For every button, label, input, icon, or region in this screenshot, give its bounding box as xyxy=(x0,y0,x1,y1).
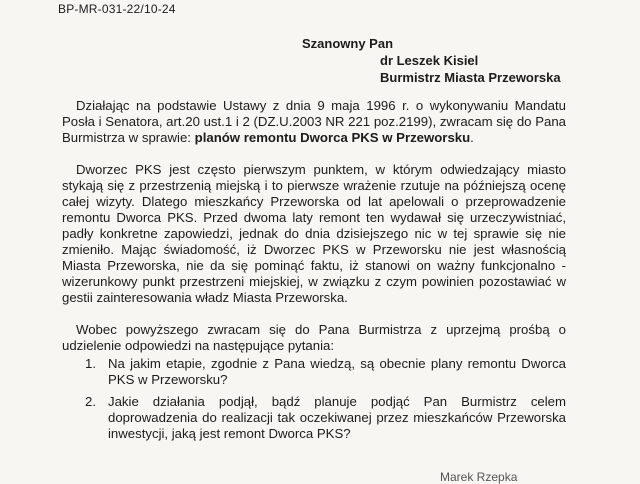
request-paragraph: Wobec powyższego zwracam się do Pana Burmistrza z uprzejmą prośbą o udzielenie odpowiedzi na następujące pytania: xyxy=(62,322,566,353)
question-text: Jakie działania podjął, bądź planuje podjąć Pan Burmistrz celem doprowadzenia do realizacji tak oczekiwanej przez mieszkańców Przeworska inwestycji, jaką jest remont Dworca PKS? xyxy=(108,394,566,441)
recipient-title: Burmistrz Miasta Przeworska xyxy=(380,70,561,85)
question-text: Na jakim etapie, zgodnie z Pana wiedzą, są obecnie plany remontu Dworca PKS w Przeworsku? xyxy=(108,356,566,387)
intro-end: . xyxy=(470,130,474,145)
recipient-block xyxy=(302,35,561,86)
intro-text: Działając na podstawie Ustawy z dnia 9 maja 1996 r. o wykonywaniu Mandatu Posła i Senatora, art.20 ust.1 i 2 (DZ.U.2003 NR 221 poz.2199), zwracam się do Pana Burmistrza w sprawie: xyxy=(62,98,566,145)
salutation: Szanowny Pan xyxy=(302,36,394,51)
intro-paragraph xyxy=(62,98,566,146)
questions-list xyxy=(62,356,566,448)
question-item xyxy=(62,394,566,442)
intro-topic: planów remontu Dworca PKS w Przeworsku xyxy=(194,130,471,145)
question-number: 2. xyxy=(85,394,96,409)
body-paragraph: Dworzec PKS jest często pierwszym punktem, w którym odwiedzający miasto stykają się z przestrzenią miejską i to pierwsze wrażenie rzutuje na późniejszą ocenę całej wizyty. Dlatego mieszkańcy Przeworska od lat apelowali o przeprowadzenie remontu Dworca PKS. Przed dwoma laty remont ten wydawał się urzeczywistniać, padły konkretne zapowiedzi, jednak do dnia dzisiejszego nic w tej sprawie się nie zmieniło. Mając świadomość, iż Dworzec PKS w Przeworsku nie jest własnością Miasta Przeworska, nie da się pominąć faktu, iż stanowi on ważny funkcjonalno - wizerunkowy punkt przestrzeni miejskiej, w związku z czym powinien pozostawiać w gestii zainteresowania władz Miasta Przeworska. xyxy=(62,162,566,305)
recipient-name: dr Leszek Kisiel xyxy=(380,53,479,68)
question-number: 1. xyxy=(85,356,96,371)
signature-partial: Marek Rzepka xyxy=(440,470,518,484)
question-item xyxy=(62,356,566,388)
reference-number: BP-MR-031-22/10-24 xyxy=(58,2,176,16)
